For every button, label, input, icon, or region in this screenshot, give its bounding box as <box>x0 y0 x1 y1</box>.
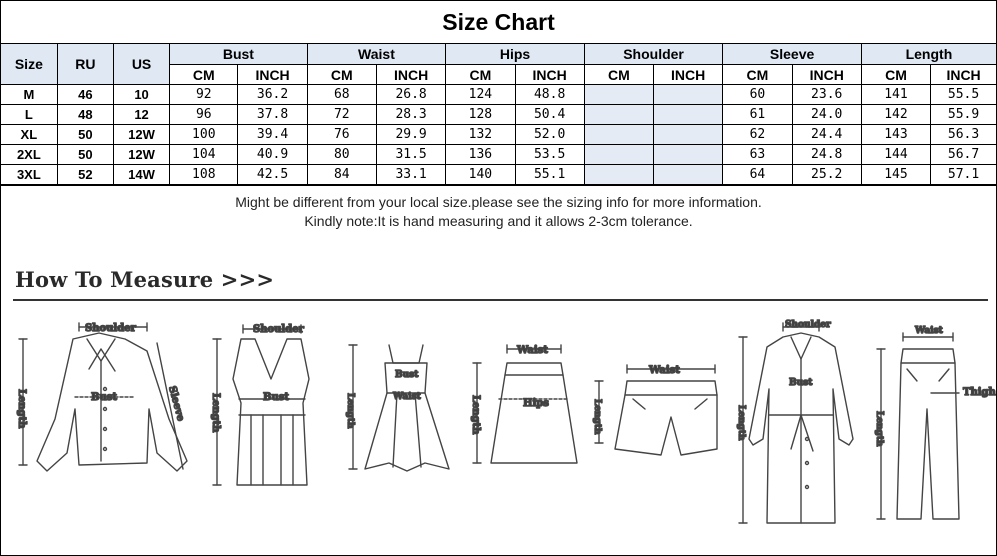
cell-us: 12W <box>113 145 169 165</box>
cell-waist-inch: 31.5 <box>376 145 445 165</box>
how-to-measure-heading: How To Measure >>> <box>15 267 275 292</box>
cell-size: M <box>1 85 57 105</box>
size-table <box>1 43 996 185</box>
cell-shoulder-inch <box>654 145 723 165</box>
cell-length-inch: 56.7 <box>931 145 996 165</box>
cell-waist-cm: 76 <box>307 125 376 145</box>
table-row <box>1 165 996 185</box>
label-waist: Waist <box>649 365 680 376</box>
unit-cm: CM <box>170 65 238 85</box>
cell-bust-inch: 42.5 <box>238 165 307 185</box>
cell-hips-cm: 136 <box>446 145 515 165</box>
cell-shoulder-cm <box>584 165 653 185</box>
label-thigh: Thigh <box>963 387 996 398</box>
unit-inch: INCH <box>792 65 861 85</box>
cell-sleeve-cm: 61 <box>723 105 792 125</box>
header-hips: Hips <box>446 44 585 65</box>
cell-sleeve-cm: 63 <box>723 145 792 165</box>
cell-waist-inch: 33.1 <box>376 165 445 185</box>
cell-length-cm: 143 <box>861 125 930 145</box>
unit-cm: CM <box>446 65 515 85</box>
cell-sleeve-inch: 24.4 <box>792 125 861 145</box>
cell-waist-cm: 68 <box>307 85 376 105</box>
cell-shoulder-inch <box>654 165 723 185</box>
label-shoulder: Shoulder <box>785 320 831 330</box>
cell-shoulder-cm <box>584 145 653 165</box>
cell-sleeve-cm: 60 <box>723 85 792 105</box>
garment-illustrations <box>1 239 996 555</box>
header-ru: RU <box>57 44 113 85</box>
cell-sleeve-cm: 62 <box>723 125 792 145</box>
unit-cm: CM <box>723 65 792 85</box>
cell-bust-cm: 108 <box>170 165 238 185</box>
cell-hips-inch: 52.0 <box>515 125 584 145</box>
cell-size: 3XL <box>1 165 57 185</box>
label-shoulder: Shoulder <box>85 323 136 334</box>
unit-inch: INCH <box>654 65 723 85</box>
unit-inch: INCH <box>515 65 584 85</box>
cell-sleeve-cm: 64 <box>723 165 792 185</box>
cell-us: 14W <box>113 165 169 185</box>
coat-illustration <box>739 323 853 523</box>
label-shoulder: Shoulder <box>253 324 304 335</box>
cell-length-inch: 57.1 <box>931 165 996 185</box>
label-length: Length <box>874 411 884 447</box>
cell-bust-cm: 104 <box>170 145 238 165</box>
chart-title: Size Chart <box>1 1 996 44</box>
label-waist: Waist <box>915 326 943 336</box>
cell-ru: 50 <box>57 125 113 145</box>
table-row <box>1 125 996 145</box>
header-bust: Bust <box>170 44 308 65</box>
label-sleeve: Sleeve <box>166 384 187 423</box>
cell-waist-inch: 26.8 <box>376 85 445 105</box>
cell-us: 10 <box>113 85 169 105</box>
shorts-illustration <box>595 365 717 455</box>
cell-bust-inch: 36.2 <box>238 85 307 105</box>
cell-length-inch: 56.3 <box>931 125 996 145</box>
unit-inch: INCH <box>931 65 996 85</box>
cell-us: 12W <box>113 125 169 145</box>
cell-hips-inch: 55.1 <box>515 165 584 185</box>
cell-hips-cm: 124 <box>446 85 515 105</box>
cell-hips-inch: 50.4 <box>515 105 584 125</box>
cell-length-cm: 142 <box>861 105 930 125</box>
note-local-size: Might be different from your local size.please see the sizing info for more information. <box>235 194 762 210</box>
cell-hips-inch: 48.8 <box>515 85 584 105</box>
cell-length-cm: 141 <box>861 85 930 105</box>
label-bust: Bust <box>395 370 419 380</box>
how-to-measure-section <box>1 239 996 555</box>
cell-length-inch: 55.9 <box>931 105 996 125</box>
tank-top-illustration <box>213 325 309 485</box>
unit-cm: CM <box>861 65 930 85</box>
label-hips: Hips <box>523 398 549 409</box>
table-row <box>1 85 996 105</box>
cell-waist-cm: 84 <box>307 165 376 185</box>
label-length: Length <box>736 405 746 441</box>
cell-sleeve-inch: 23.6 <box>792 85 861 105</box>
cell-hips-cm: 132 <box>446 125 515 145</box>
cell-bust-inch: 39.4 <box>238 125 307 145</box>
label-length: Length <box>210 393 221 433</box>
cell-size: 2XL <box>1 145 57 165</box>
table-row <box>1 145 996 165</box>
cell-shoulder-inch <box>654 105 723 125</box>
cell-bust-inch: 37.8 <box>238 105 307 125</box>
cell-bust-cm: 92 <box>170 85 238 105</box>
cell-shoulder-cm <box>584 85 653 105</box>
cell-bust-cm: 100 <box>170 125 238 145</box>
cell-bust-cm: 96 <box>170 105 238 125</box>
notes-block <box>1 185 996 240</box>
size-rows <box>1 85 996 185</box>
cell-ru: 52 <box>57 165 113 185</box>
label-waist: Waist <box>517 345 548 356</box>
cell-shoulder-cm <box>584 125 653 145</box>
cell-ru: 50 <box>57 145 113 165</box>
cell-sleeve-inch: 25.2 <box>792 165 861 185</box>
cell-sleeve-inch: 24.8 <box>792 145 861 165</box>
cell-shoulder-inch <box>654 85 723 105</box>
label-bust: Bust <box>263 392 289 403</box>
table-row <box>1 105 996 125</box>
cell-waist-cm: 80 <box>307 145 376 165</box>
cell-length-inch: 55.5 <box>931 85 996 105</box>
cell-hips-cm: 128 <box>446 105 515 125</box>
cell-length-cm: 145 <box>861 165 930 185</box>
header-waist: Waist <box>307 44 446 65</box>
label-length: Length <box>592 399 602 435</box>
dress-illustration <box>349 345 449 471</box>
header-shoulder: Shoulder <box>584 44 723 65</box>
unit-inch: INCH <box>376 65 445 85</box>
cell-size: L <box>1 105 57 125</box>
header-us: US <box>113 44 169 85</box>
cell-us: 12 <box>113 105 169 125</box>
unit-cm: CM <box>307 65 376 85</box>
pants-illustration <box>877 333 959 519</box>
label-waist: Waist <box>393 392 421 402</box>
cell-length-cm: 144 <box>861 145 930 165</box>
cell-waist-cm: 72 <box>307 105 376 125</box>
cell-waist-inch: 28.3 <box>376 105 445 125</box>
cell-ru: 46 <box>57 85 113 105</box>
header-size: Size <box>1 44 57 85</box>
cell-shoulder-cm <box>584 105 653 125</box>
cell-ru: 48 <box>57 105 113 125</box>
cell-bust-inch: 40.9 <box>238 145 307 165</box>
label-length: Length <box>16 389 27 429</box>
cell-waist-inch: 29.9 <box>376 125 445 145</box>
header-row-groups <box>1 44 996 65</box>
label-length: Length <box>470 395 481 435</box>
note-tolerance: Kindly note:It is hand measuring and it allows 2-3cm tolerance. <box>304 213 693 229</box>
cell-shoulder-inch <box>654 125 723 145</box>
cell-sleeve-inch: 24.0 <box>792 105 861 125</box>
cell-hips-inch: 53.5 <box>515 145 584 165</box>
header-length: Length <box>861 44 996 65</box>
header-sleeve: Sleeve <box>723 44 862 65</box>
unit-cm: CM <box>584 65 653 85</box>
cell-hips-cm: 140 <box>446 165 515 185</box>
unit-inch: INCH <box>238 65 307 85</box>
label-bust: Bust <box>789 378 813 388</box>
label-bust: Bust <box>91 392 117 403</box>
label-length: Length <box>345 393 355 429</box>
cell-size: XL <box>1 125 57 145</box>
